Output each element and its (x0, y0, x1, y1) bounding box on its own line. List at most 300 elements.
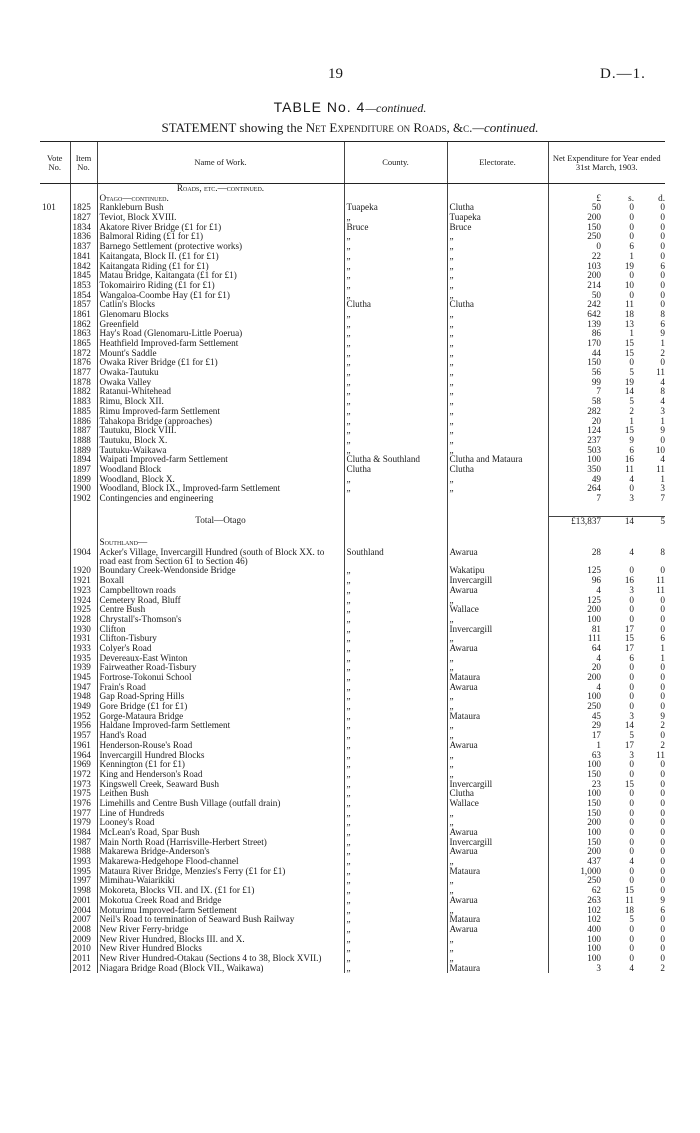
county: „ (344, 721, 447, 731)
vote-number (40, 548, 70, 566)
amount-pence: 8 (660, 548, 666, 558)
electorate: „ (447, 387, 548, 397)
amount-shillings: 5 (629, 731, 634, 741)
amount-shillings: 0 (629, 566, 634, 576)
table-row (40, 760, 665, 770)
amount-pounds: 49 (548, 475, 603, 485)
amount-pence: 0 (660, 595, 666, 605)
amount-pence: 0 (660, 837, 666, 847)
table-row (40, 242, 665, 252)
amount-shillings: 0 (629, 663, 634, 673)
work-name: Gap Road-Spring Hills (97, 692, 344, 702)
amount-shillings: 0 (629, 934, 634, 944)
electorate: Awarua (447, 548, 548, 566)
amount-pence: 0 (660, 847, 666, 857)
vote-number (40, 770, 70, 780)
amount-shillings: 18 (624, 905, 634, 915)
amount-shillings: 4 (629, 548, 634, 558)
amount-pence: 11 (656, 368, 666, 378)
item-number: 1923 (70, 586, 97, 596)
item-number: 1853 (70, 281, 97, 291)
electorate: „ (447, 484, 548, 494)
vote-number (40, 407, 70, 417)
amount-shillings: 0 (629, 605, 634, 615)
county: „ (344, 291, 447, 301)
electorate: Wallace (447, 605, 548, 615)
table-row (40, 291, 665, 301)
amount-shillings: 0 (629, 828, 634, 838)
work-name: Invercargill Hundred Blocks (97, 751, 344, 761)
vote-number (40, 751, 70, 761)
amount-pence: 0 (660, 605, 666, 615)
vote-number (40, 673, 70, 683)
amount-shillings: 15 (624, 426, 634, 436)
amount-shillings: 17 (624, 624, 634, 634)
table-row (40, 252, 665, 262)
amount-pence: 1 (660, 653, 666, 663)
county: „ (344, 867, 447, 877)
vote-number (40, 538, 70, 548)
item-number: 1935 (70, 654, 97, 664)
electorate: Mataura (447, 964, 548, 974)
item-number: 1998 (70, 886, 97, 896)
item-number: 1888 (70, 436, 97, 446)
electorate: „ (447, 242, 548, 252)
amount-shillings: 9 (629, 435, 634, 445)
amount-shillings: 17 (624, 740, 634, 750)
work-name: New River Hundred-Otakau (Sections 4 to 38, Block XVII.) (97, 954, 344, 964)
county: „ (344, 809, 447, 819)
amount-pence: 0 (660, 953, 666, 963)
county: „ (344, 838, 447, 848)
amount-pence: 9 (660, 329, 666, 339)
vote-number (40, 417, 70, 427)
electorate: „ (447, 358, 548, 368)
electorate (447, 494, 548, 504)
amount-pounds: 200 (548, 847, 603, 857)
amount-shillings: 16 (624, 455, 634, 465)
table-row (40, 586, 665, 596)
electorate: Invercargill (447, 838, 548, 848)
item-number: 2011 (70, 954, 97, 964)
electorate: „ (447, 436, 548, 446)
vote-number (40, 426, 70, 436)
county: „ (344, 857, 447, 867)
work-name: Tautuku-Waikawa (97, 446, 344, 456)
vote-number (40, 964, 70, 974)
electorate: „ (447, 446, 548, 456)
county: Clutha & Southland (344, 455, 447, 465)
item-number: 1997 (70, 876, 97, 886)
item-number: 1885 (70, 407, 97, 417)
amount-pence: 0 (660, 614, 666, 624)
work-name: Devereaux-East Winton (97, 654, 344, 664)
amount-pence: 0 (660, 232, 666, 242)
item-number: 1925 (70, 605, 97, 615)
county: „ (344, 426, 447, 436)
electorate: „ (447, 339, 548, 349)
work-name: Neil's Road to termination of Seaward Bush Railway (97, 915, 344, 925)
work-name: Glenomaru Blocks (97, 310, 344, 320)
vote-number (40, 838, 70, 848)
item-number: 1882 (70, 387, 97, 397)
amount-pounds: 20 (548, 663, 603, 673)
work-name: Limehills and Centre Bush Village (outfall drain) (97, 799, 344, 809)
work-name: Campbelltown roads (97, 586, 344, 596)
amount-shillings: 1 (629, 416, 634, 426)
amount-shillings: 13 (624, 319, 634, 329)
amount-shillings: 0 (629, 798, 634, 808)
amount-pounds: 250 (548, 232, 603, 242)
amount-pounds: 150 (548, 358, 603, 368)
county: „ (344, 358, 447, 368)
amount-pounds: 263 (548, 896, 603, 906)
electorate: „ (447, 809, 548, 819)
item-number: 1976 (70, 799, 97, 809)
vote-number (40, 281, 70, 291)
county: „ (344, 446, 447, 456)
amount-pence: 4 (660, 377, 666, 387)
amount-shillings: 6 (629, 242, 634, 252)
electorate: „ (447, 876, 548, 886)
item-number (70, 516, 97, 526)
county: Bruce (344, 223, 447, 233)
amount-shillings: 19 (624, 377, 634, 387)
county: „ (344, 262, 447, 272)
amount-pounds: 350 (548, 465, 603, 475)
county: „ (344, 271, 447, 281)
amount-pounds: 200 (548, 818, 603, 828)
amount-pounds: 264 (548, 484, 603, 494)
amount-pence: 0 (660, 934, 666, 944)
statement-heading (0, 120, 700, 136)
county: „ (344, 789, 447, 799)
item-number: 1947 (70, 683, 97, 693)
table-row (40, 605, 665, 615)
table-row (40, 789, 665, 799)
table-row (40, 223, 665, 233)
amount-shillings: 16 (624, 576, 634, 586)
amount-pounds: 64 (548, 644, 603, 654)
county: Clutha (344, 465, 447, 475)
amount-pence: 0 (660, 213, 666, 223)
table-row (40, 329, 665, 339)
amount-shillings: 3 (629, 585, 634, 595)
vote-number (40, 213, 70, 223)
table-row (40, 935, 665, 945)
amount-pounds: 100 (548, 760, 603, 770)
electorate: „ (447, 349, 548, 359)
vote-number (40, 320, 70, 330)
amount-shillings: 5 (629, 915, 634, 925)
section-row (40, 184, 665, 194)
electorate: Awarua (447, 683, 548, 693)
amount-pounds: 50 (548, 291, 603, 301)
amount-shillings: 4 (629, 857, 634, 867)
electorate: „ (447, 886, 548, 896)
county: „ (344, 596, 447, 606)
electorate: „ (447, 654, 548, 664)
electorate: Mataura (447, 673, 548, 683)
amount-shillings: 11 (625, 300, 634, 310)
col-work: Name of Work. (97, 142, 344, 184)
table-row (40, 262, 665, 272)
work-name: Rimu Improved-farm Settlement (97, 407, 344, 417)
amount-pence: 4 (660, 455, 666, 465)
vote-number (40, 291, 70, 301)
amount-shillings: 0 (629, 692, 634, 702)
amount-shillings: 4 (629, 963, 634, 973)
table-row (40, 644, 665, 654)
vote-number (40, 867, 70, 877)
vote-number (40, 358, 70, 368)
amount-pounds: 214 (548, 281, 603, 291)
amount-pence: 11 (656, 585, 666, 595)
item-number: 1842 (70, 262, 97, 272)
amount-shillings: 18 (624, 309, 634, 319)
amount-pounds: 100 (548, 935, 603, 945)
amount-shillings: 0 (629, 808, 634, 818)
item-number: 1900 (70, 484, 97, 494)
table-row (40, 596, 665, 606)
amount-pence: 6 (660, 905, 666, 915)
amount-pence: 9 (660, 426, 666, 436)
vote-number (40, 494, 70, 504)
vote-number (40, 378, 70, 388)
table-row (40, 780, 665, 790)
table-row (40, 663, 665, 673)
amount-shillings: 15 (624, 779, 634, 789)
table-row (40, 896, 665, 906)
county: „ (344, 780, 447, 790)
amount-shillings: 0 (629, 213, 634, 223)
electorate: Awarua (447, 896, 548, 906)
item-number: 1921 (70, 576, 97, 586)
amount-pence: 1 (660, 474, 666, 484)
work-name: Colyer's Road (97, 644, 344, 654)
amount-pence: 9 (660, 711, 666, 721)
table-row (40, 721, 665, 731)
amount-shillings: 0 (629, 484, 634, 494)
amount-pounds: 44 (548, 349, 603, 359)
electorate: Invercargill (447, 576, 548, 586)
item-number: 1952 (70, 712, 97, 722)
amount-pounds: 81 (548, 625, 603, 635)
county: „ (344, 925, 447, 935)
table-row (40, 213, 665, 223)
item-number: 1854 (70, 291, 97, 301)
work-name: Main North Road (Harrisville-Herbert Street) (97, 838, 344, 848)
work-name: Greenfield (97, 320, 344, 330)
item-number: 1827 (70, 213, 97, 223)
county: „ (344, 378, 447, 388)
table-row (40, 615, 665, 625)
amount-pounds: 282 (548, 407, 603, 417)
electorate: „ (447, 721, 548, 731)
vote-number (40, 484, 70, 494)
item-number: 1961 (70, 741, 97, 751)
amount-pounds: 0 (548, 242, 603, 252)
item-number: 1964 (70, 751, 97, 761)
amount-shillings: 3 (629, 750, 634, 760)
county: „ (344, 944, 447, 954)
item-number: 1988 (70, 847, 97, 857)
electorate (447, 516, 548, 526)
county: „ (344, 329, 447, 339)
amount-pence: 6 (660, 319, 666, 329)
electorate: „ (447, 615, 548, 625)
electorate: Wakatipu (447, 566, 548, 576)
work-name: Kingswell Creek, Seaward Bush (97, 780, 344, 790)
amount-pounds: 96 (548, 576, 603, 586)
vote-number (40, 780, 70, 790)
vote-number (40, 446, 70, 456)
amount-pence: 1 (660, 416, 666, 426)
item-number: 1899 (70, 475, 97, 485)
work-name: Owaka Valley (97, 378, 344, 388)
table-row (40, 494, 665, 504)
county: „ (344, 634, 447, 644)
work-name: Heathfield Improved-farm Settlement (97, 339, 344, 349)
amount-pounds: 56 (548, 368, 603, 378)
table-row (40, 484, 665, 494)
statement-continued: —continued. (472, 120, 539, 135)
table-row (40, 436, 665, 446)
item-number: 1902 (70, 494, 97, 504)
work-name: Chrystall's-Thomson's (97, 615, 344, 625)
work-name: Centre Bush (97, 605, 344, 615)
electorate: Clutha (447, 465, 548, 475)
work-name: Gorge-Mataura Bridge (97, 712, 344, 722)
county: „ (344, 654, 447, 664)
amount-pounds: 124 (548, 426, 603, 436)
county: „ (344, 760, 447, 770)
item-number: 1889 (70, 446, 97, 456)
table-row (40, 886, 665, 896)
electorate: „ (447, 271, 548, 281)
amount-pence: 9 (660, 895, 666, 905)
table-body (40, 184, 665, 974)
item-number: 1837 (70, 242, 97, 252)
table-row (40, 446, 665, 456)
vote-number (40, 799, 70, 809)
electorate: Awarua (447, 586, 548, 596)
amount-shillings: 0 (629, 760, 634, 770)
amount-shillings: 0 (629, 818, 634, 828)
county: „ (344, 484, 447, 494)
amount-pounds: 100 (548, 954, 603, 964)
amount-pounds: 150 (548, 838, 603, 848)
county: „ (344, 896, 447, 906)
amount-pence: 0 (660, 876, 666, 886)
amount-shillings: 0 (629, 595, 634, 605)
county (344, 516, 447, 526)
amount-shillings: 0 (629, 702, 634, 712)
vote-number (40, 954, 70, 964)
amount-shillings: 0 (629, 682, 634, 692)
amount-pounds: 170 (548, 339, 603, 349)
amount-pounds: 103 (548, 262, 603, 272)
spacer-row (40, 526, 665, 538)
work-name: Rimu, Block XII. (97, 397, 344, 407)
vote-number (40, 242, 70, 252)
vote-number (40, 223, 70, 233)
amount-pence: 0 (660, 566, 666, 576)
table-row (40, 339, 665, 349)
table-row (40, 378, 665, 388)
amount-pence: 11 (656, 576, 666, 586)
county: „ (344, 397, 447, 407)
amount-pence: 2 (660, 963, 666, 973)
amount-pounds: 200 (548, 605, 603, 615)
amount-shillings: 19 (624, 261, 634, 271)
vote-number (40, 310, 70, 320)
amount-shillings: 4 (629, 474, 634, 484)
work-name: Acker's Village, Invercargill Hundred (south of Block XX. to road east from Section 61 to Section 46) (97, 548, 344, 566)
item-number: 2004 (70, 906, 97, 916)
amount-pence: 2 (660, 721, 666, 731)
table-row (40, 838, 665, 848)
currency-pence: d. (658, 193, 666, 203)
table-row (40, 857, 665, 867)
total-shillings: 14 (603, 516, 634, 526)
amount-pounds: 150 (548, 770, 603, 780)
county: „ (344, 605, 447, 615)
work-name: Frain's Road (97, 683, 344, 693)
item-number: 1872 (70, 349, 97, 359)
work-name: Kennington (£1 for £1) (97, 760, 344, 770)
work-name: Kaitangata Riding (£1 for £1) (97, 262, 344, 272)
item-number: 2010 (70, 944, 97, 954)
work-name: Niagara Bridge Road (Block VII., Waikawa) (97, 964, 344, 974)
amount-pounds: 150 (548, 799, 603, 809)
table-row (40, 634, 665, 644)
work-name: Waipati Improved-farm Settlement (97, 455, 344, 465)
vote-number (40, 847, 70, 857)
county (344, 494, 447, 504)
otago-total-row (40, 516, 665, 526)
amount-pounds: 28 (548, 548, 603, 566)
amount-shillings: 0 (629, 789, 634, 799)
county: „ (344, 310, 447, 320)
vote-number (40, 896, 70, 906)
county: „ (344, 417, 447, 427)
county: „ (344, 741, 447, 751)
amount-shillings: 0 (629, 769, 634, 779)
work-name: Henderson-Rouse's Road (97, 741, 344, 751)
table-row (40, 310, 665, 320)
amount-shillings: 6 (629, 445, 634, 455)
amount-shillings: 11 (625, 464, 634, 474)
electorate: Awarua (447, 925, 548, 935)
item-number: 1865 (70, 339, 97, 349)
item-number: 1939 (70, 663, 97, 673)
page-number: 19 (328, 66, 343, 82)
item-number: 1977 (70, 809, 97, 819)
work-name: Cemetery Road, Bluff (97, 596, 344, 606)
table-row (40, 625, 665, 635)
county: „ (344, 368, 447, 378)
amount-pence: 0 (660, 915, 666, 925)
county: „ (344, 387, 447, 397)
work-name: Boxall (97, 576, 344, 586)
county: „ (344, 615, 447, 625)
county: „ (344, 673, 447, 683)
work-name: Mataura River Bridge, Menzies's Ferry (£1 for £1) (97, 867, 344, 877)
amount-pence: 0 (660, 924, 666, 934)
amount-shillings: 0 (629, 924, 634, 934)
amount-pence: 0 (660, 828, 666, 838)
